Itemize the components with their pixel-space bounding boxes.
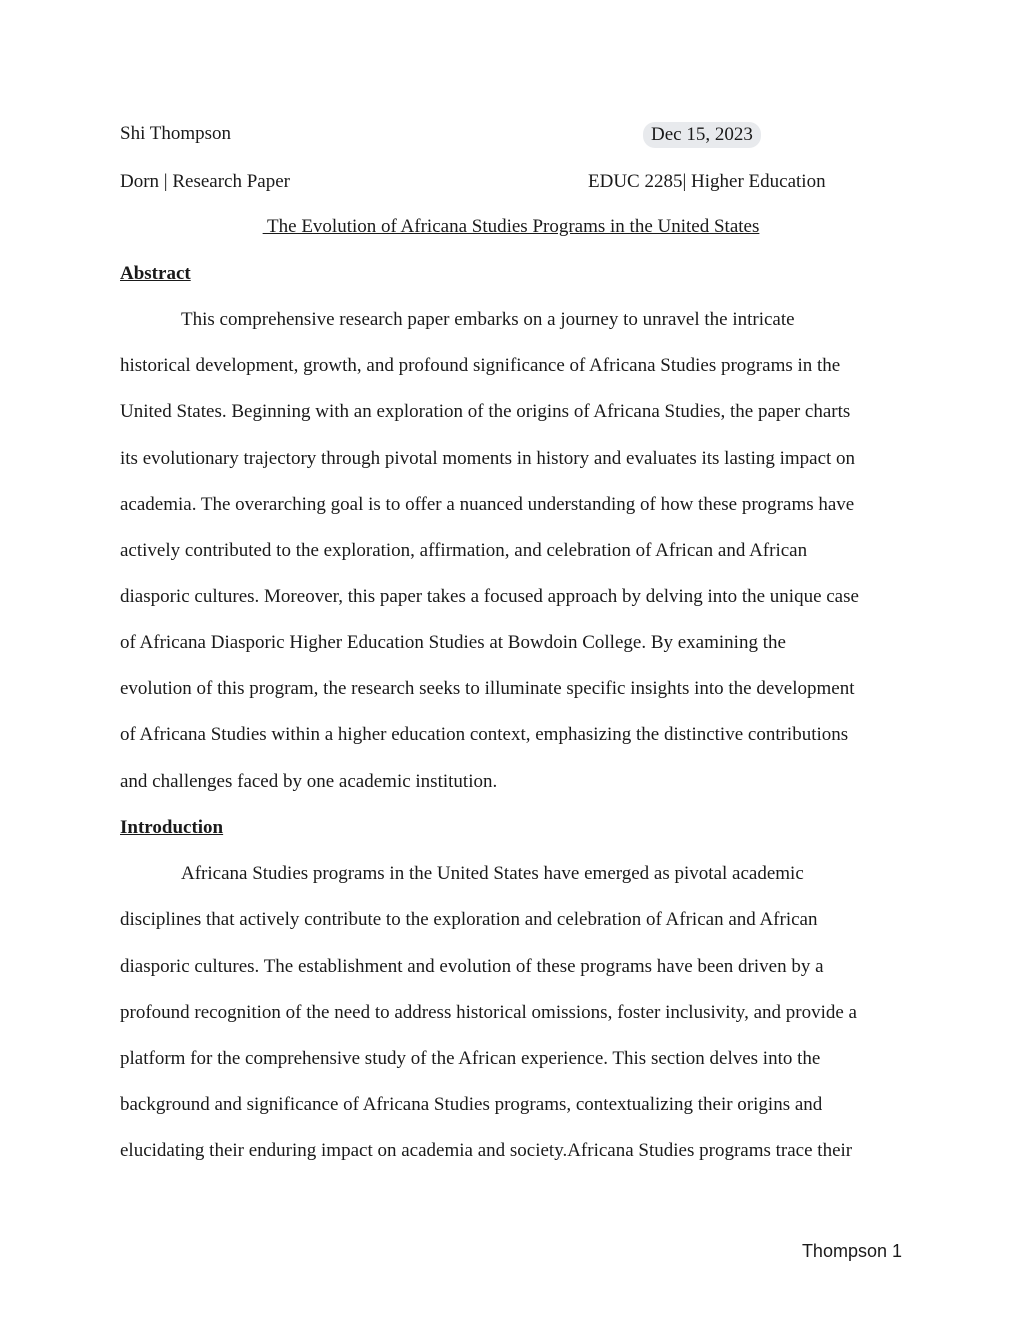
abstract-line: This comprehensive research paper embarks on a journey to unravel the intricate [181, 309, 795, 330]
author-name: Shi Thompson [120, 123, 232, 144]
date-chip[interactable]: Dec 15, 2023 [643, 122, 761, 148]
abstract-line: United States. Beginning with an exploration of the origins of Africana Studies, the paper charts [120, 401, 851, 422]
introduction-line: Africana Studies programs in the United States have emerged as pivotal academic [181, 863, 804, 884]
abstract-line: diasporic cultures. Moreover, this paper takes a focused approach by delving into the unique case [120, 586, 859, 607]
date-field-wrapper [588, 122, 902, 148]
abstract-line: of Africana Studies within a higher education context, emphasizing the distinctive contributions [120, 724, 849, 745]
introduction-line: elucidating their enduring impact on academia and society.Africana Studies programs trace their [120, 1140, 853, 1161]
abstract-line: actively contributed to the exploration, affirmation, and celebration of African and African [120, 540, 808, 561]
introduction-line: diasporic cultures. The establishment and evolution of these programs have been driven by a [120, 956, 824, 977]
abstract-heading: Abstract [120, 263, 191, 284]
paper-title: The Evolution of Africana Studies Programs in the United States [262, 216, 760, 237]
introduction-line: disciplines that actively contribute to the exploration and celebration of African and African [120, 909, 818, 930]
introduction-line: profound recognition of the need to address historical omissions, foster inclusivity, and provide a [120, 1002, 857, 1023]
abstract-line: academia. The overarching goal is to offer a nuanced understanding of how these programs have [120, 494, 855, 515]
course-line: EDUC 2285| Higher Education [588, 171, 826, 192]
abstract-line: its evolutionary trajectory through pivotal moments in history and evaluates its lasting impact on [120, 448, 856, 469]
header-row-2 [120, 170, 902, 194]
introduction-line: platform for the comprehensive study of the African experience. This section delves into the [120, 1048, 821, 1069]
introduction-line: background and significance of Africana Studies programs, contextualizing their origins and [120, 1094, 823, 1115]
introduction-heading: Introduction [120, 817, 224, 838]
abstract-line: of Africana Diasporic Higher Education Studies at Bowdoin College. By examining the [120, 632, 786, 653]
abstract-line: historical development, growth, and profound significance of Africana Studies programs in the [120, 355, 841, 376]
page-number-footer: Thompson 1 [801, 1241, 902, 1261]
abstract-line: evolution of this program, the research seeks to illuminate specific insights into the development [120, 678, 855, 699]
header-row-1 [120, 122, 902, 148]
abstract-line: and challenges faced by one academic institution. [120, 771, 498, 792]
instructor-line: Dorn | Research Paper [120, 171, 290, 192]
